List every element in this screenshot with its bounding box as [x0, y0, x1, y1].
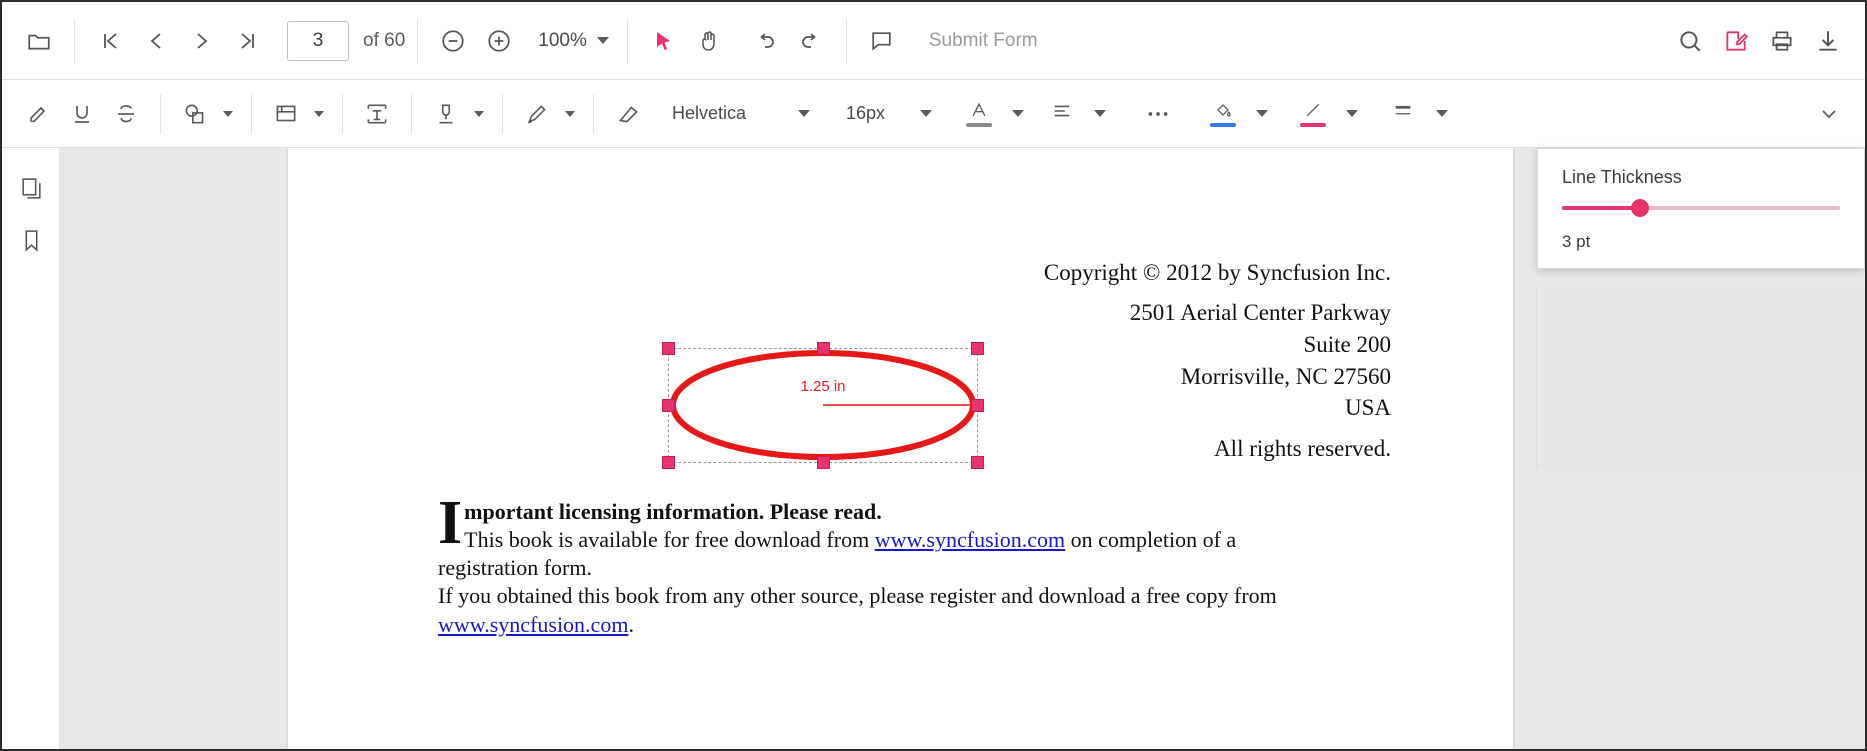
ellipse-annotation[interactable]	[668, 348, 978, 463]
stamp-chevron-down-icon[interactable]	[308, 92, 330, 136]
annot-divider-1	[160, 94, 161, 134]
print-icon[interactable]	[1759, 18, 1805, 64]
open-file-icon[interactable]	[16, 18, 62, 64]
fill-color-swatch	[1210, 123, 1236, 127]
doc-address-line-2: Suite 200	[1303, 332, 1391, 357]
font-color-swatch	[966, 123, 992, 127]
popup-backdrop	[1536, 289, 1865, 469]
shapes-chevron-down-icon[interactable]	[217, 92, 239, 136]
shapes-icon[interactable]	[173, 92, 217, 136]
chevron-down-icon	[597, 37, 609, 44]
toolbar-divider-2	[417, 19, 418, 63]
line-thickness-popup	[1537, 148, 1865, 269]
resize-handle-w[interactable]	[662, 399, 675, 412]
pan-tool-icon[interactable]	[686, 18, 732, 64]
download-icon[interactable]	[1805, 18, 1851, 64]
licensing-text	[438, 489, 1318, 639]
annot-divider-3	[342, 94, 343, 134]
licensing-para2-b: .	[628, 611, 634, 637]
drop-cap: I	[438, 489, 463, 557]
page-thumbnails-icon[interactable]	[2, 162, 60, 214]
collapse-toolbar-icon[interactable]	[1807, 92, 1851, 136]
first-page-icon[interactable]	[87, 18, 133, 64]
annot-divider-2	[251, 94, 252, 134]
line-thickness-value: 3 pt	[1562, 232, 1591, 251]
licensing-para1-a: This book is available for free download from	[464, 527, 875, 553]
annot-divider-5	[502, 94, 503, 134]
more-options-icon[interactable]	[1136, 92, 1180, 136]
doc-address-line-5: All rights reserved.	[1214, 436, 1391, 461]
line-thickness-chevron-down-icon	[1436, 110, 1448, 117]
eraser-icon[interactable]	[606, 92, 650, 136]
resize-handle-sw[interactable]	[662, 456, 675, 469]
page-count-label: of 60	[363, 29, 406, 51]
stamp-group	[264, 92, 330, 136]
undo-icon[interactable]	[742, 18, 788, 64]
previous-page-icon[interactable]	[133, 18, 179, 64]
resize-handle-nw[interactable]	[662, 342, 675, 355]
stroke-color-dropdown[interactable]	[1294, 92, 1368, 136]
font-size-chevron-down-icon	[920, 110, 932, 117]
search-icon[interactable]	[1667, 18, 1713, 64]
fill-color-dropdown[interactable]	[1204, 92, 1278, 136]
ink-pen-icon[interactable]	[515, 92, 559, 136]
font-family-value: Helvetica	[672, 103, 747, 123]
font-family-chevron-down-icon	[798, 110, 810, 117]
resize-handle-se[interactable]	[971, 456, 984, 469]
stroke-color-chevron-down-icon	[1346, 110, 1358, 117]
bookmarks-icon[interactable]	[2, 214, 60, 266]
text-align-dropdown[interactable]	[1044, 92, 1116, 136]
slider-thumb[interactable]	[1631, 199, 1649, 217]
text-align-chevron-down-icon	[1094, 110, 1106, 117]
redo-icon[interactable]	[788, 18, 834, 64]
pdf-page	[288, 148, 1513, 749]
fill-color-chevron-down-icon	[1256, 110, 1268, 117]
font-color-chevron-down-icon	[1012, 110, 1024, 117]
stamp-icon[interactable]	[264, 92, 308, 136]
zoom-level-value: 100%	[538, 29, 587, 51]
font-size-value: 16px	[846, 103, 886, 123]
popup-title: Line Thickness	[1562, 167, 1682, 187]
measurement-label: 1.25 in	[800, 378, 846, 395]
submit-form-label[interactable]: Submit Form	[928, 29, 1038, 51]
doc-address-line-3: Morrisville, NC 27560	[1180, 364, 1391, 389]
font-size-dropdown[interactable]	[838, 92, 942, 136]
free-text-icon[interactable]	[355, 92, 399, 136]
comment-icon[interactable]	[859, 18, 905, 64]
licensing-para2-a: If you obtained this book from any other source, please register and download a free copy from	[438, 583, 1277, 609]
licensing-para1-b: on completion of a registration form.	[438, 527, 1237, 581]
line-thickness-dropdown[interactable]	[1384, 92, 1458, 136]
doc-address-line-0: Copyright © 2012 by Syncfusion Inc.	[1043, 260, 1391, 285]
annotate-icon[interactable]	[1713, 18, 1759, 64]
page-number-input[interactable]	[287, 21, 349, 61]
doc-address-line-4: USA	[1344, 395, 1391, 420]
select-tool-icon[interactable]	[640, 18, 686, 64]
annot-divider-4	[411, 94, 412, 134]
font-family-dropdown[interactable]	[664, 92, 820, 136]
signature-chevron-down-icon[interactable]	[468, 92, 490, 136]
resize-handle-n[interactable]	[817, 342, 830, 355]
strikethrough-icon[interactable]	[104, 92, 148, 136]
highlighter-icon[interactable]	[16, 92, 60, 136]
line-thickness-slider[interactable]	[1562, 206, 1840, 210]
shapes-group	[173, 92, 239, 136]
slider-fill	[1562, 206, 1640, 210]
zoom-out-icon[interactable]	[430, 18, 476, 64]
stroke-color-swatch	[1300, 123, 1326, 127]
ink-chevron-down-icon[interactable]	[559, 92, 581, 136]
underline-icon[interactable]	[60, 92, 104, 136]
annotation-toolbar	[2, 80, 1865, 148]
next-page-icon[interactable]	[179, 18, 225, 64]
main-toolbar	[2, 2, 1865, 80]
zoom-level-dropdown[interactable]	[532, 26, 615, 56]
toolbar-divider-4	[846, 19, 847, 63]
toolbar-divider-3	[627, 19, 628, 63]
annot-divider-6	[593, 94, 594, 134]
zoom-in-icon[interactable]	[476, 18, 522, 64]
syncfusion-link-1[interactable]: www.syncfusion.com	[874, 527, 1066, 553]
licensing-heading: mportant licensing information. Please read.	[464, 499, 882, 524]
resize-handle-ne[interactable]	[971, 342, 984, 355]
font-color-dropdown[interactable]	[960, 92, 1034, 136]
last-page-icon[interactable]	[225, 18, 271, 64]
signature-group	[424, 92, 490, 136]
doc-address-line-1: 2501 Aerial Center Parkway	[1129, 300, 1391, 325]
resize-handle-e[interactable]	[971, 399, 984, 412]
resize-handle-s[interactable]	[817, 456, 830, 469]
left-rail	[2, 148, 60, 749]
signature-icon[interactable]	[424, 92, 468, 136]
ink-group	[515, 92, 581, 136]
toolbar-divider	[74, 19, 75, 63]
syncfusion-link-2[interactable]: www.syncfusion.com	[438, 611, 629, 637]
